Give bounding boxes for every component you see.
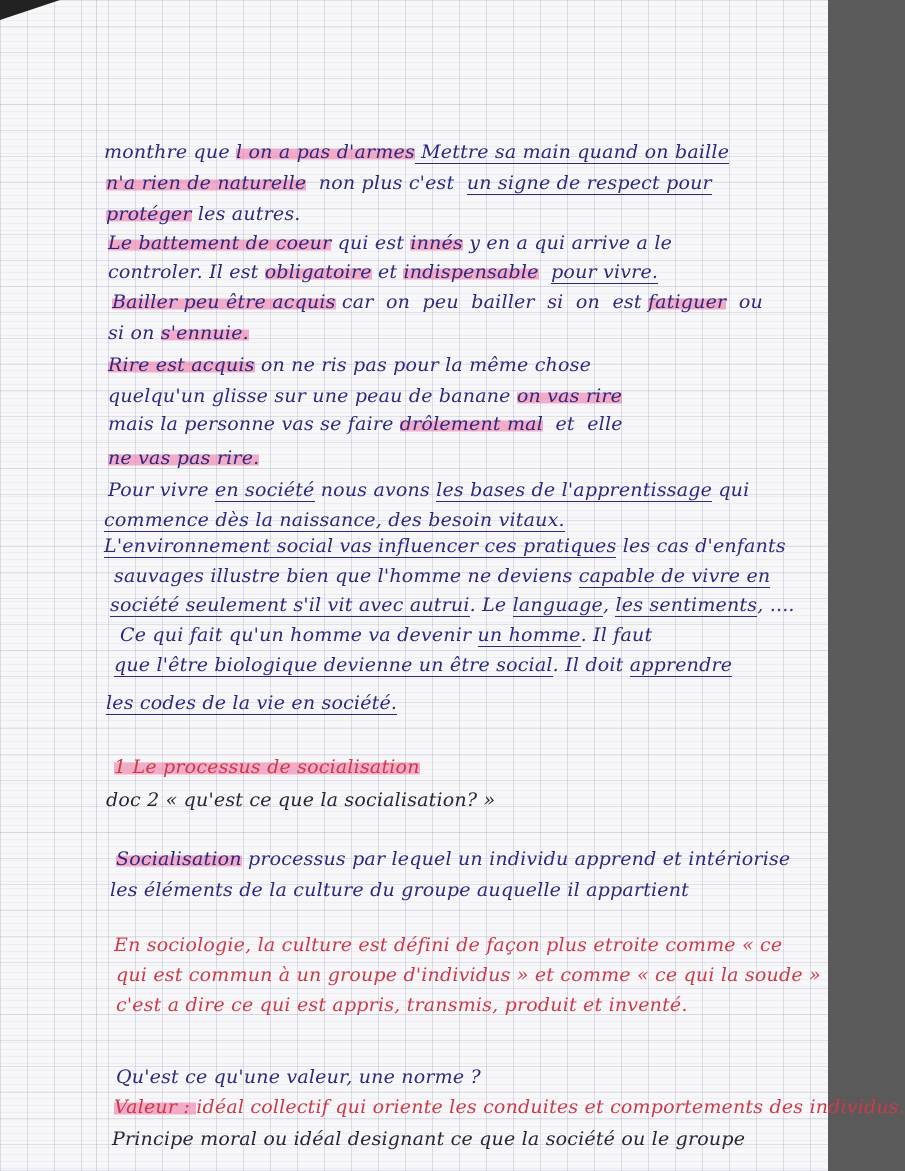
text-segment: y en a qui arrive a le [462, 232, 673, 254]
text-segment: Pour vivre [108, 479, 215, 501]
text-segment: Qu'est ce qu'une valeur, une norme ? [116, 1066, 481, 1088]
text-segment: on ne ris pas pour la même chose [254, 354, 592, 376]
margin-line [96, 0, 97, 1171]
definition-line-1 [116, 844, 790, 874]
section-heading [114, 752, 420, 782]
text-segment: en société [214, 479, 315, 501]
text-segment: En sociologie, la culture est défini de façon plus etroite comme « ce [114, 934, 783, 956]
note-line-5 [108, 257, 658, 287]
text-segment: fatiguer [647, 291, 727, 313]
note-line-8 [108, 350, 591, 380]
text-segment: Socialisation [116, 848, 242, 870]
text-segment: . Le [469, 594, 513, 616]
text-segment: sauvages illustre bien que l'homme ne deviens [114, 565, 579, 587]
note-line-11 [108, 443, 259, 473]
text-segment: . Il doit [552, 654, 630, 676]
text-segment: mais la personne vas se faire [108, 413, 400, 435]
text-segment: s'ennuie. [160, 322, 249, 344]
doc-question [106, 785, 495, 815]
text-segment: language [512, 594, 603, 616]
text-segment: Principe moral ou idéal designant ce que la société ou le groupe [112, 1128, 746, 1150]
culture-line-3 [116, 990, 688, 1020]
text-segment: les autres. [191, 203, 301, 225]
note-line-17 [120, 620, 652, 650]
text-segment: . Il faut [580, 624, 653, 646]
note-line-9 [108, 381, 622, 411]
text-segment: Mettre sa main quand on baille [414, 141, 730, 163]
text-segment: Rire est acquis [108, 354, 255, 376]
text-segment: qui est [331, 232, 411, 254]
text-segment: un homme [477, 624, 581, 646]
text-segment: commence dès la naissance, [104, 509, 389, 531]
text-segment: nous avons [314, 479, 437, 501]
text-segment: les cas d'enfants [616, 535, 786, 557]
text-segment: idéal collectif qui oriente les conduites et comportements des individus. [196, 1096, 905, 1118]
note-line-7 [108, 318, 249, 348]
text-segment: capable de vivre en [578, 565, 771, 587]
text-segment: et elle [542, 413, 623, 435]
text-segment: que l'être biologique devienne un être social [114, 654, 553, 676]
text-segment: monthre que [104, 141, 237, 163]
text-segment: les sentiments [615, 594, 758, 616]
text-segment: quelqu'un glisse sur une peau de banane [108, 385, 517, 407]
text-segment: non plus c'est [306, 172, 467, 194]
text-segment: c'est a dire ce qui est appris, transmis, produit et inventé. [116, 994, 688, 1016]
text-segment: pour vivre. [551, 261, 659, 283]
definition-line-2 [110, 875, 689, 905]
text-segment: ne vas pas rire. [108, 447, 260, 469]
text-segment: ou [726, 291, 763, 313]
text-segment: Valeur : [114, 1096, 197, 1118]
text-segment: qui est commun à un groupe d'individus » et comme « ce qui la soude » [116, 964, 821, 986]
text-segment: Ce qui fait qu'un homme va devenir [120, 624, 478, 646]
text-segment: indispensable [403, 261, 539, 283]
text-segment: L'environnement social vas influencer ces pratiques [104, 535, 617, 557]
text-segment: apprendre [629, 654, 733, 676]
culture-line-2 [116, 960, 821, 990]
text-segment: , [603, 594, 616, 616]
text-segment: les codes de la vie en société. [106, 692, 398, 714]
text-segment: Bailler peu être acquis [112, 291, 336, 313]
text-segment: les bases de l'apprentissage [436, 479, 713, 501]
text-segment: innés [410, 232, 463, 254]
page-corner-shadow [0, 0, 60, 20]
text-segment: n'a rien de naturelle [106, 172, 307, 194]
note-line-1 [104, 137, 729, 167]
text-segment: processus par lequel un individu apprend et intériorise [241, 848, 791, 870]
principe-line [112, 1124, 745, 1154]
culture-line-1 [114, 930, 782, 960]
note-line-10 [108, 409, 623, 439]
note-line-18 [114, 650, 732, 680]
note-line-6 [112, 287, 763, 317]
note-line-15 [114, 561, 770, 591]
text-segment: car on peu bailler si on est [335, 291, 648, 313]
text-segment: si on [108, 322, 161, 344]
note-line-14 [104, 531, 786, 561]
note-line-12 [108, 475, 749, 505]
text-segment: un signe de respect pour [466, 172, 712, 194]
text-segment [539, 261, 551, 283]
text-segment: qui [712, 479, 750, 501]
text-segment: l on a pas d'armes [236, 141, 415, 163]
text-segment: protéger [106, 203, 192, 225]
note-line-19 [106, 688, 397, 718]
note-line-4 [108, 228, 672, 258]
note-line-3 [106, 199, 301, 229]
text-segment: Le battement de coeur [108, 232, 332, 254]
text-segment: société seulement s'il vit avec autrui [110, 594, 470, 616]
text-segment: , .... [757, 594, 795, 616]
text-segment: obligatoire [264, 261, 372, 283]
valeur-definition [114, 1092, 905, 1122]
text-segment: doc 2 « qu'est ce que la socialisation? » [106, 789, 496, 811]
text-segment: les éléments de la culture du groupe auquelle il appartient [110, 879, 690, 901]
text-segment: des besoin vitaux. [388, 509, 565, 531]
text-segment: et [371, 261, 404, 283]
text-segment: on vas rire [516, 385, 623, 407]
note-line-16 [110, 590, 795, 620]
note-line-2 [106, 168, 712, 198]
text-segment: drôlement mal [399, 413, 543, 435]
question-line [116, 1062, 481, 1092]
text-segment: 1 Le processus de socialisation [114, 756, 420, 778]
text-segment: controler. Il est [108, 261, 265, 283]
